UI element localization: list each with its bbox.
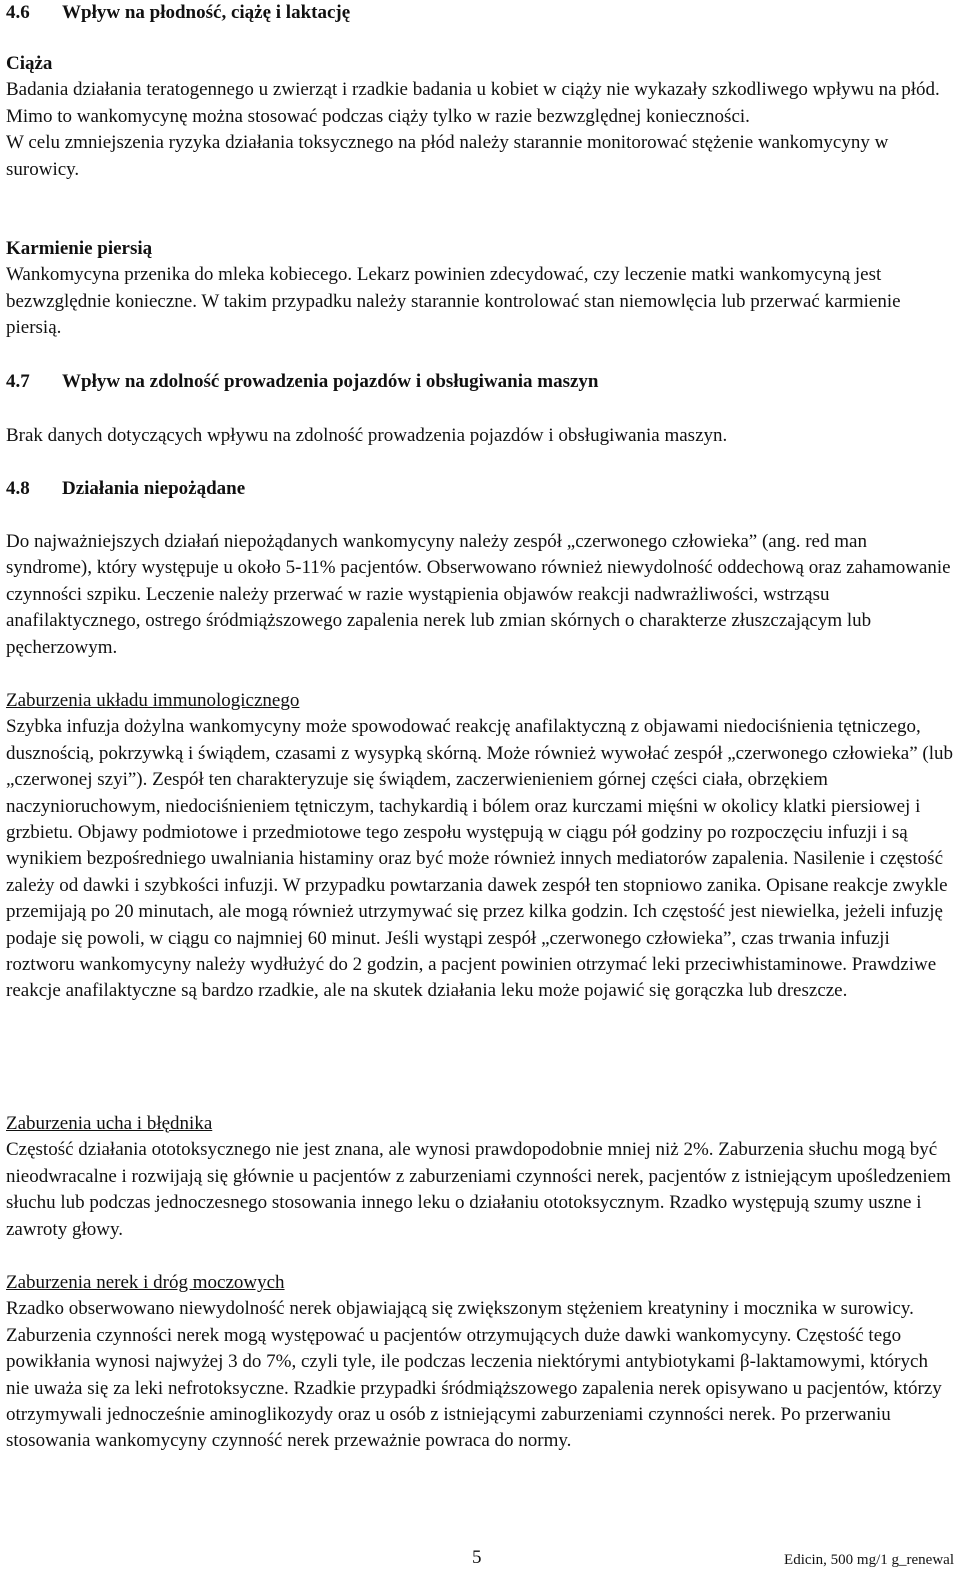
subheading-immuno: Zaburzenia układu immunologicznego xyxy=(6,690,300,711)
paragraph-nerki: Rzadko obserwowano niewydolność nerek objawiającą się zwiększonym stężeniem kreatyniny i mocznika w surowicy. Zaburzenia czynności nerek mogą występować u pacjentów otrzymujących duże dawki wankomycyny. Częstość tego powikłania wynosi najwyżej 3 do 7%, czyli tyle, ile podczas leczenia niektórymi antybiotykami β-laktamowymi, których nie uważa się za leki nefrotoksyczne. Rzadkie przypadki śródmiąższowego zapalenia nerek opisywano u pacjentów, którzy otrzymywali jednocześnie aminoglikozydy oraz u osób z istniejącymi zaburzeniami czynności nerek. Po przerwaniu stosowania wankomycyny czynność nerek przeważnie powraca do normy. xyxy=(6,1298,942,1452)
page-number: 5 xyxy=(472,1547,482,1568)
section-number: 4.6 xyxy=(6,2,30,23)
section-title: Wpływ na płodność, ciążę i laktację xyxy=(62,2,351,23)
section-number: 4.8 xyxy=(6,478,30,499)
section-karmienie xyxy=(6,236,954,342)
section-immuno xyxy=(6,688,954,1005)
subheading-ciaza: Ciąża xyxy=(6,53,53,74)
subheading-karmienie: Karmienie piersią xyxy=(6,238,153,259)
section-ucho xyxy=(6,1111,954,1243)
paragraph-intro: Do najważniejszych działań niepożądanych wankomycyny należy zespół „czerwonego człowieka” (ang. red man syndrome), który występuje u około 5-11% pacjentów. Obserwowano również niewydolność oddechową oraz zahamowanie czynności szpiku. Leczenie należy przerwać w razie wystąpienia objawów reakcji nadwrażliwości, wstrząsu anafilaktycznego, ostrego śródmiąższowego zapalenia nerek lub zmian skórnych o charakterze złuszczającym lub pęcherzowym. xyxy=(6,531,951,658)
section-title: Wpływ na zdolność prowadzenia pojazdów i obsługiwania maszyn xyxy=(62,371,599,392)
section-title: Działania niepożądane xyxy=(62,478,246,499)
subheading-ucho: Zaburzenia ucha i błędnika xyxy=(6,1113,213,1134)
section-heading-4-8 xyxy=(6,476,954,502)
paragraph-ciaza: Badania działania teratogennego u zwierząt i rzadkie badania u kobiet w ciąży nie wykazały szkodliwego wpływu na płód. Mimo to wankomycynę można stosować podczas ciąży tylko w razie bezwzględnej konieczności. xyxy=(6,79,940,127)
section-ciaza xyxy=(6,51,954,183)
paragraph-immuno: Szybka infuzja dożylna wankomycyny może spowodować reakcję anafilaktyczną z objawami niedociśnienia tętniczego, dusznością, pokrzywką i świądem, czasami z wysypką skórną. Może również wywołać zespół „czerwonego człowieka” (lub „czerwonej szyi”). Zespół ten charakteryzuje się świądem, zaczerwienieniem górnej części ciała, obrzękiem naczynioruchowym, niedociśnieniem tętniczym, tachykardią i bólem oraz kurczami mięśni w okolicy klatki piersiowej i grzbietu. Objawy podmiotowe i przedmiotowe tego zespołu występują w ciągu pół godziny po rozpoczęciu infuzji i są wynikiem bezpośredniego uwalniania histaminy oraz być może również innych mediatorów zapalenia. Nasilenie i częstość zależy od dawki i szybkości infuzji. W przypadku powtarzania dawek zespół ten stopniowo zanika. Opisane reakcje zwykle przemijają po 20 minutach, ale mogą również utrzymywać się przez kilka godzin. Ich częstość jest niewielka, jeżeli infuzję podaje się powoli, w ciągu co najmniej 60 minut. Jeśli wystąpi zespół „czerwonego człowieka”, czas trwania infuzji roztworu wankomycyny należy wydłużyć do 2 godzin, a pacjent powinien otrzymać leki przeciwhistaminowe. Prawdziwe reakcje anafilaktyczne są bardzo rzadkie, ale na skutek działania leku może pojawić się gorączka lub dreszcze. xyxy=(6,716,954,1002)
section-number: 4.7 xyxy=(6,371,30,392)
document-name: Edicin, 500 mg/1 g_renewal xyxy=(784,1552,954,1568)
section-heading-4-7 xyxy=(6,369,954,395)
paragraph-ciaza-monitoring: W celu zmniejszenia ryzyka działania toksycznego na płód należy starannie monitorować stężenie wankomycyny w surowicy. xyxy=(6,132,889,180)
subheading-nerki: Zaburzenia nerek i dróg moczowych xyxy=(6,1272,285,1293)
section-heading-4-6 xyxy=(6,0,954,26)
paragraph-karmienie: Wankomycyna przenika do mleka kobiecego. Lekarz powinien zdecydować, czy leczenie matki wankomycyną jest bezwzględnie konieczne. W takim przypadku należy starannie kontrolować stan niemowlęcia lub przerwać karmienie piersią. xyxy=(6,264,901,339)
paragraph-ucho: Częstość działania ototoksycznego nie jest znana, ale wynosi prawdopodobnie mniej niż 2%. Zaburzenia słuchu mogą być nieodwracalne i rozwijają się głównie u pacjentów z zaburzeniami czynności nerek, pacjentów z istniejącym upośledzeniem słuchu lub podczas jednoczesnego stosowania innego leku o działaniu ototoksycznym. Rzadko występują szumy uszne i zawroty głowy. xyxy=(6,1139,951,1240)
paragraph-maszyny: Brak danych dotyczących wpływu na zdolność prowadzenia pojazdów i obsługiwania maszyn. xyxy=(6,425,728,446)
section-nerki xyxy=(6,1270,954,1455)
